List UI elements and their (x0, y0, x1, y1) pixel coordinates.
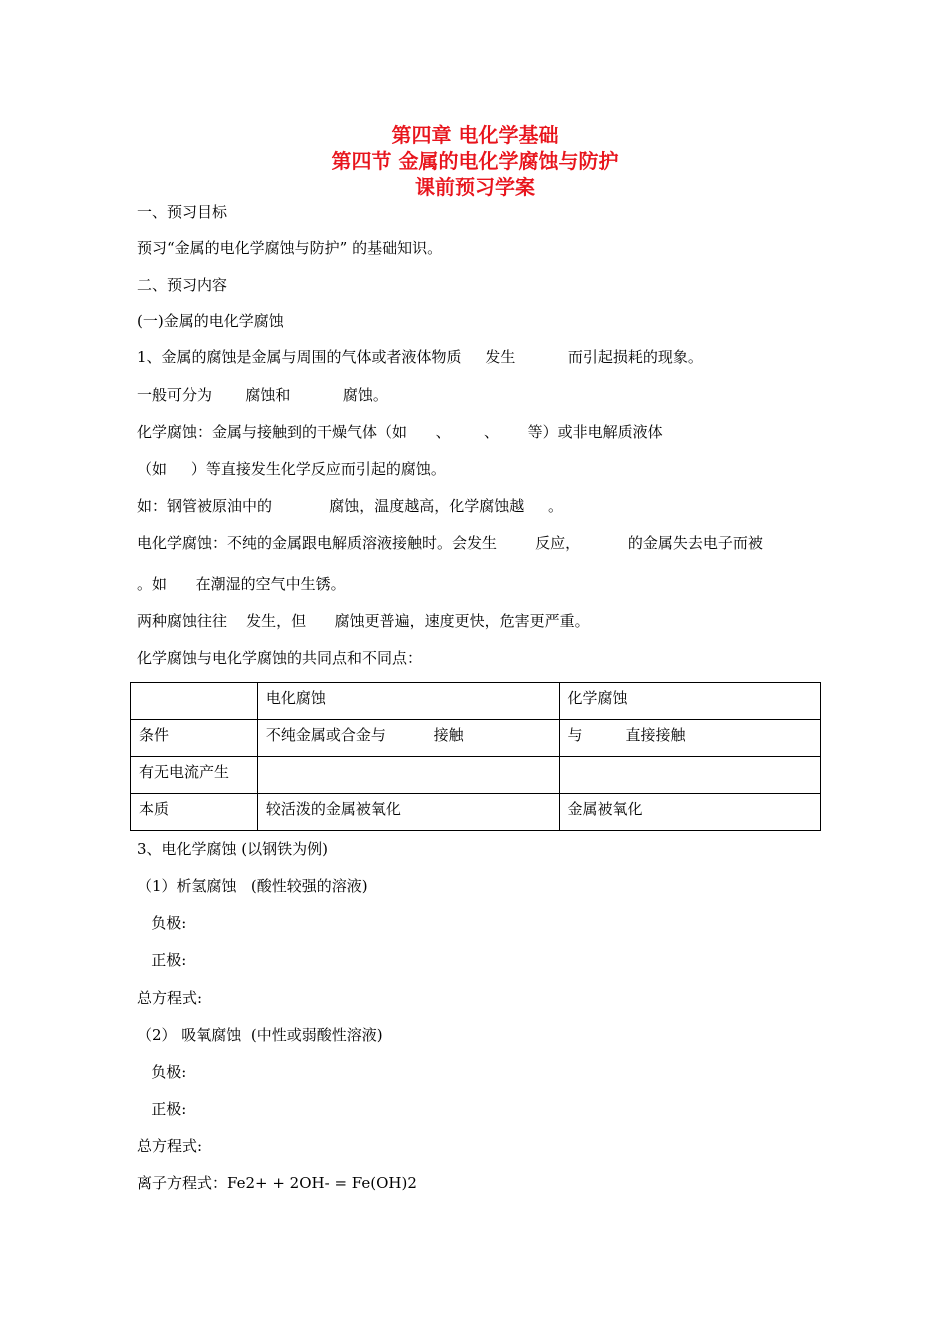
table-cell (257, 757, 559, 794)
table-cell: 不纯金属或合金与 接触 (257, 720, 559, 757)
paragraph-line: 化学腐蚀与电化学腐蚀的共同点和不同点： (137, 649, 423, 667)
ionic-equation-line: 离子方程式：Fe2+ + 2OH- = Fe(OH)2 (137, 1174, 417, 1192)
table-cell (559, 757, 820, 794)
table-cell: 与 直接接触 (559, 720, 820, 757)
table-cell: 较活泼的金属被氧化 (257, 794, 559, 831)
table-cell (131, 683, 258, 720)
paragraph-line: 电化学腐蚀：不纯的金属跟电解质溶液接触时。会发生 反应， 的金属失去电子而被 (137, 534, 763, 552)
table-row (131, 794, 821, 831)
paragraph-line: 一般可分为 腐蚀和 腐蚀。 (137, 386, 388, 404)
positive-electrode-line: 正极: (137, 951, 187, 969)
overall-equation-line: 总方程式: (137, 989, 203, 1007)
paragraph-line: 化学腐蚀：金属与接触到的干燥气体（如 、 、 等）或非电解质液体 (137, 423, 663, 441)
subheading: （1）析氢腐蚀 (酸性较强的溶液) (137, 877, 368, 895)
table-cell: 本质 (131, 794, 258, 831)
subheading: （2） 吸氧腐蚀 (中性或弱酸性溶液) (137, 1026, 383, 1044)
objective-text: 预习“金属的电化学腐蚀与防护” 的基础知识。 (137, 239, 443, 257)
paragraph-line: 如：钢管被原油中的 腐蚀，温度越高，化学腐蚀越 。 (137, 497, 564, 515)
paragraph-line: 1、金属的腐蚀是金属与周围的气体或者液体物质 发生 而引起损耗的现象。 (137, 348, 703, 366)
comparison-table (130, 682, 821, 831)
positive-electrode-line: 正极: (137, 1100, 187, 1118)
section-title: 第四节 金属的电化学腐蚀与防护 (331, 149, 619, 173)
table-cell: 条件 (131, 720, 258, 757)
table-row (131, 720, 821, 757)
paragraph-line: 。如 在潮湿的空气中生锈。 (137, 575, 346, 593)
table-cell: 金属被氧化 (559, 794, 820, 831)
table-row (131, 757, 821, 794)
table-header-cell: 化学腐蚀 (559, 683, 820, 720)
paragraph-line: 两种腐蚀往往 发生，但 腐蚀更普遍，速度更快，危害更严重。 (137, 612, 590, 630)
subtitle: 课前预习学案 (415, 175, 535, 199)
chapter-title: 第四章 电化学基础 (391, 123, 559, 147)
negative-electrode-line: 负极: (137, 914, 187, 932)
negative-electrode-line: 负极: (137, 1063, 187, 1081)
table-header-row (131, 683, 821, 720)
section-heading: 3、电化学腐蚀 (以钢铁为例) (137, 840, 329, 858)
table-header-cell: 电化腐蚀 (257, 683, 559, 720)
heading-content: 二、预习内容 (137, 276, 228, 294)
subheading: (一)金属的电化学腐蚀 (137, 312, 284, 330)
table-cell: 有无电流产生 (131, 757, 258, 794)
heading-objective: 一、预习目标 (137, 203, 228, 221)
paragraph-line: （如 ）等直接发生化学反应而引起的腐蚀。 (137, 460, 446, 478)
overall-equation-line: 总方程式: (137, 1137, 203, 1155)
